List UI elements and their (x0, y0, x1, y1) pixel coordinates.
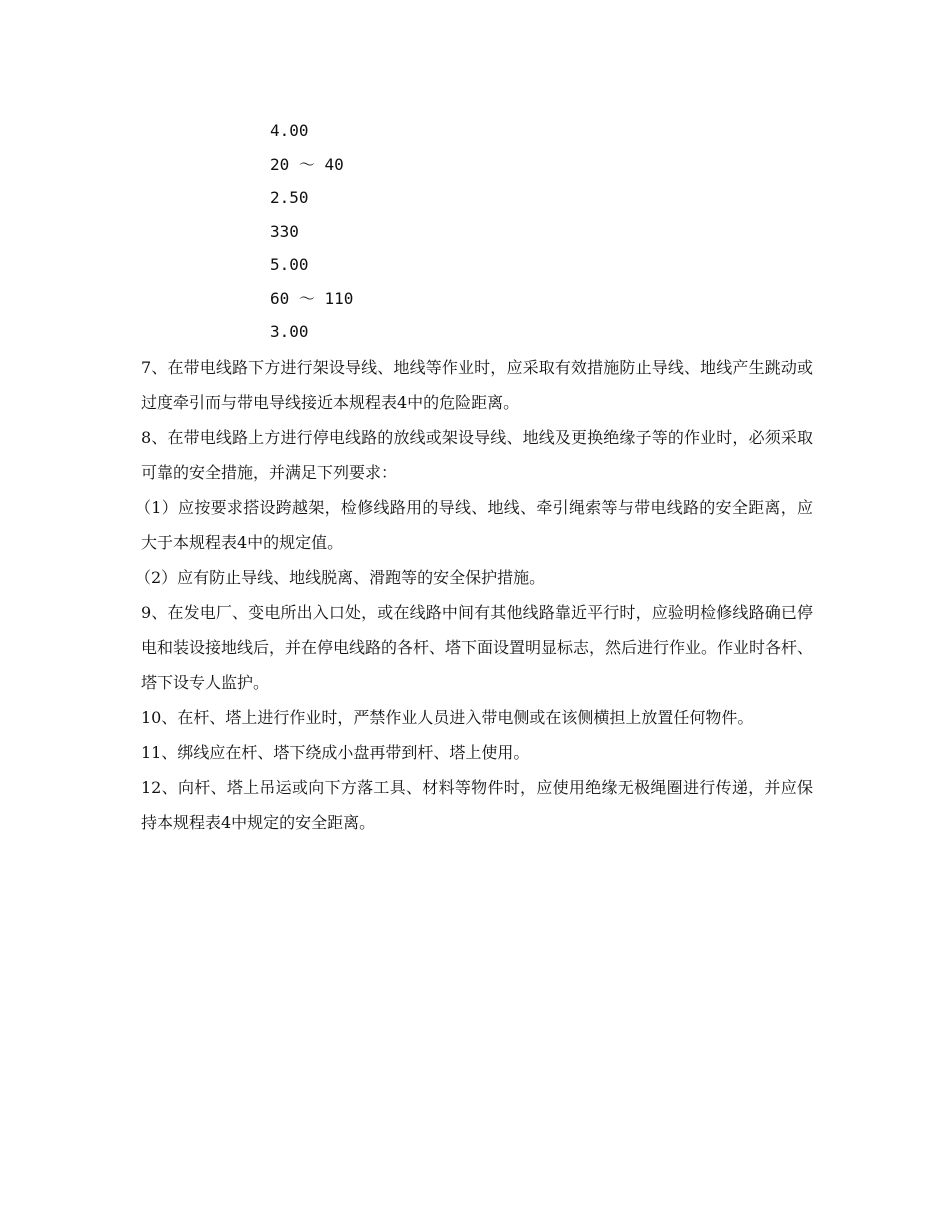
clause-7: 7、在带电线路下方进行架设导线、地线等作业时，应采取有效措施防止导线、地线产生跳动或过度牵引而与带电导线接近本规程表4中的危险距离。 (141, 358, 813, 412)
clause-8-item-2: （2）应有防止导线、地线脱离、滑跑等的安全保护措施。 (135, 568, 546, 587)
value-item: 20 ～ 40 (270, 154, 344, 174)
value-item: 60 ～ 110 (270, 288, 354, 308)
clause-11: 11、绑线应在杆、塔下绕成小盘再带到杆、塔上使用。 (141, 743, 530, 762)
clause-10: 10、在杆、塔上进行作业时，严禁作业人员进入带电侧或在该侧横担上放置任何物件。 (141, 708, 754, 727)
value-item: 3.00 (270, 322, 309, 341)
value-item: 2.50 (270, 188, 309, 207)
clause-9: 9、在发电厂、变电所出入口处，或在线路中间有其他线路靠近平行时，应验明检修线路确已停电和装设接地线后，并在停电线路的各杆、塔下面设置明显标志，然后进行作业。作业时各杆、塔下设专人监护。 (141, 603, 814, 692)
value-item: 4.00 (270, 121, 309, 140)
value-item: 5.00 (270, 255, 309, 274)
clause-12: 12、向杆、塔上吊运或向下方落工具、材料等物件时，应使用绝缘无极绳圈进行传递，并应保持本规程表4中规定的安全距离。 (141, 778, 813, 832)
clause-8: 8、在带电线路上方进行停电线路的放线或架设导线、地线及更换绝缘子等的作业时，必须采取可靠的安全措施，并满足下列要求： (141, 428, 813, 482)
value-item: 330 (270, 221, 299, 241)
clause-8-item-1: （1）应按要求搭设跨越架，检修线路用的导线、地线、牵引绳索等与带电线路的安全距离，应大于本规程表4中的规定值。 (135, 498, 813, 552)
regulation-text (135, 350, 814, 840)
value-list (270, 114, 353, 349)
